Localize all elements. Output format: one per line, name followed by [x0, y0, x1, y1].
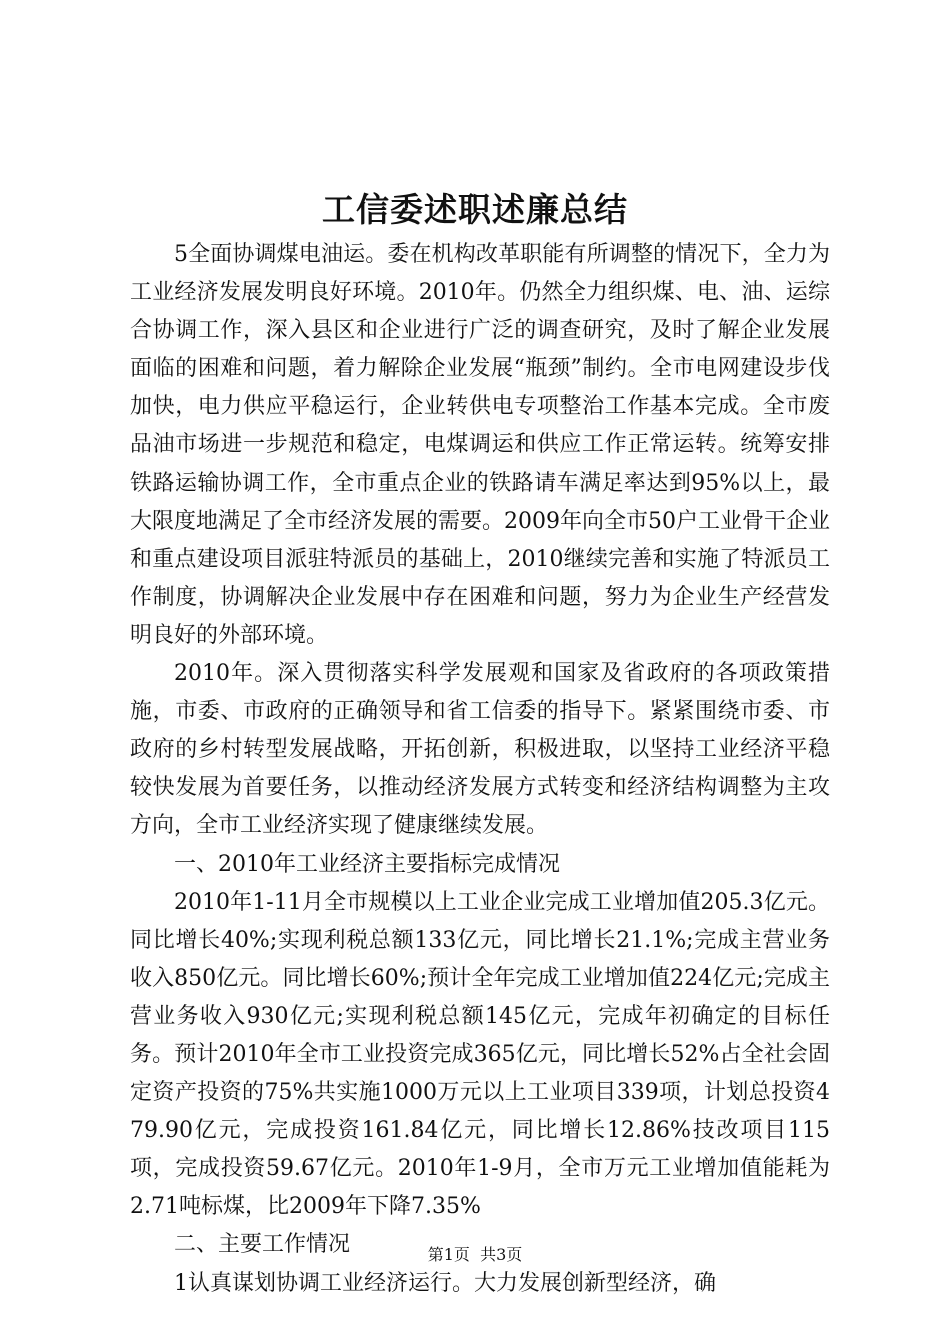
paragraph: 2010年。深入贯彻落实科学发展观和国家及省政府的各项政策措施，市委、市政府的正确领导和省工信委的指导下。紧紧围绕市委、市政府的乡村转型发展战略，开拓创新，积极进取，以坚持工业经济平稳较快发展为首要任务，以推动经济发展方式转变和经济结构调整为主攻方向，全市工业经济实现了健康继续发展。	[130, 661, 830, 839]
section-heading: 二、主要工作情况	[174, 1232, 351, 1258]
page-total: 共3页	[480, 1245, 523, 1264]
document-title: 工信委述职述廉总结	[322, 190, 628, 229]
page-number: 第1页	[427, 1245, 470, 1264]
paragraph: 2010年1-11月全市规模以上工业企业完成工业增加值205.3亿元。同比增长40%;实现利税总额133亿元，同比增长21.1%;完成主营业务收入850亿元。同比增长60%;预计全年完成工业增加值224亿元;完成主营业务收入930亿元;实现利税总额145亿元，完成年初确定的目标任务。预计2010年全市工业投资完成365亿元，同比增长52%占全社会固定资产投资的75%共实施1000万元以上工业项目339项，计划总投资479.90亿元，完成投资161.84亿元，同比增长12.86%技改项目115项，完成投资59.67亿元。2010年1-9月，全市万元工业增加值能耗为2.71吨标煤，比2009年下降7.35%	[130, 889, 830, 1220]
document-body	[130, 236, 830, 1303]
paragraph: 1认真谋划协调工业经济运行。大力发展创新型经济，确	[174, 1270, 716, 1296]
page-footer	[0, 1243, 950, 1267]
paragraph: 5全面协调煤电油运。委在机构改革职能有所调整的情况下，全力为工业经济发展发明良好环境。2010年。仍然全力组织煤、电、油、运综合协调工作，深入县区和企业进行广泛的调查研究，及时了解企业发展面临的困难和问题，着力解除企业发展“瓶颈”制约。全市电网建设步伐加快，电力供应平稳运行，企业转供电专项整治工作基本完成。全市废品油市场进一步规范和稳定，电煤调运和供应工作正常运转。统筹安排铁路运输协调工作，全市重点企业的铁路请车满足率达到95%以上，最大限度地满足了全市经济发展的需要。2009年向全市50户工业骨干企业和重点建设项目派驻特派员的基础上，2010继续完善和实施了特派员工作制度，协调解决企业发展中存在困难和问题，努力为企业生产经营发明良好的外部环境。	[130, 242, 830, 648]
section-heading: 一、2010年工业经济主要指标完成情况	[174, 851, 560, 877]
